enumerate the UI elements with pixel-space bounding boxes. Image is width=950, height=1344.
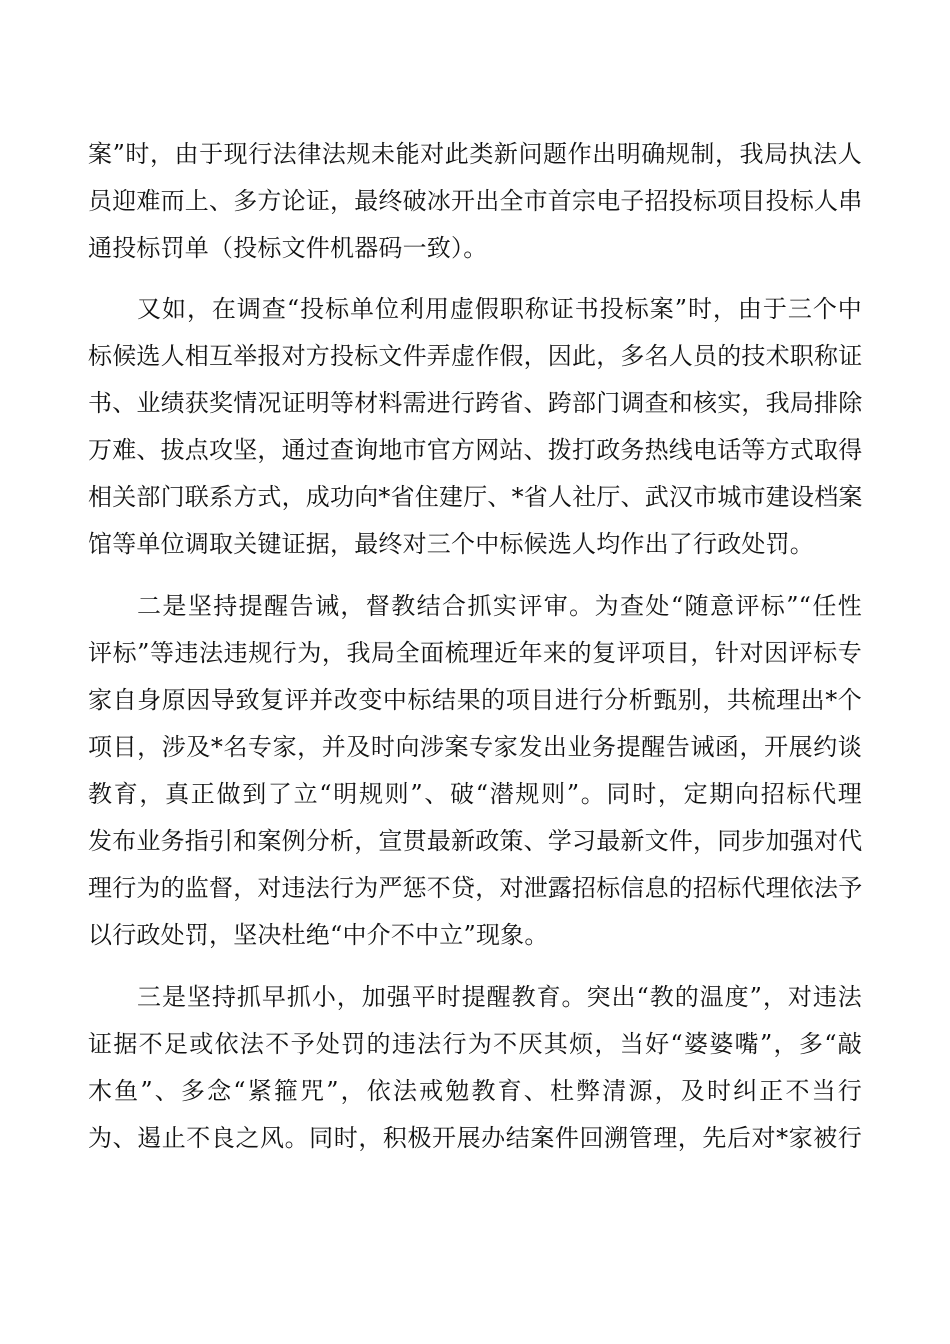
text-line: 相关部门联系方式，成功向*省住建厅、*省人社厅、武汉市城市建设档案 bbox=[88, 483, 863, 511]
text-line: 标候选人相互举报对方投标文件弄虚作假，因此，多名人员的技术职称证 bbox=[88, 342, 863, 370]
text-line: 馆等单位调取关键证据，最终对三个中标候选人均作出了行政处罚。 bbox=[88, 530, 814, 558]
text-line: 木鱼”、多念“紧箍咒”，依法戒勉教育、杜弊清源，及时纠正不当行 bbox=[88, 1077, 862, 1105]
paragraph-start-line: 三是坚持抓早抓小，加强平时提醒教育。突出“教的温度”，对违法 bbox=[137, 983, 862, 1011]
text-line: 发布业务指引和案例分析，宣贯最新政策、学习最新文件，同步加强对代 bbox=[88, 827, 863, 855]
text-line: 书、业绩获奖情况证明等材料需进行跨省、跨部门调查和核实，我局排除 bbox=[88, 389, 863, 417]
text-line: 证据不足或依法不予处罚的违法行为不厌其烦，当好“婆婆嘴”，多“敲 bbox=[88, 1030, 862, 1058]
text-line: 评标”等违法违规行为，我局全面梳理近年来的复评项目，针对因评标专 bbox=[88, 639, 862, 667]
text-line: 万难、拔点攻坚，通过查询地市官方网站、拨打政务热线电话等方式取得 bbox=[88, 436, 863, 464]
text-line: 项目，涉及*名专家，并及时向涉案专家发出业务提醒告诫函，开展约谈 bbox=[88, 733, 862, 761]
text-line: 员迎难而上、多方论证，最终破冰开出全市首宗电子招投标项目投标人串 bbox=[88, 187, 863, 215]
paragraph-start-line: 又如，在调查“投标单位利用虚假职称证书投标案”时，由于三个中 bbox=[137, 295, 862, 323]
text-line: 以行政处罚，坚决杜绝“中介不中立”现象。 bbox=[88, 921, 549, 949]
text-line: 教育，真正做到了立“明规则”、破“潜规则”。同时，定期向招标代理 bbox=[88, 780, 862, 808]
text-line: 案”时，由于现行法律法规未能对此类新问题作出明确规制，我局执法人 bbox=[88, 140, 862, 168]
text-line: 为、遏止不良之风。同时，积极开展办结案件回溯管理，先后对*家被行 bbox=[88, 1124, 862, 1152]
text-line: 通投标罚单（投标文件机器码一致）。 bbox=[88, 234, 488, 262]
text-line: 理行为的监督，对违法行为严惩不贷，对泄露招标信息的招标代理依法予 bbox=[88, 874, 863, 902]
paragraph-start-line: 二是坚持提醒告诫，督教结合抓实评审。为查处“随意评标”“任性 bbox=[137, 592, 862, 620]
text-line: 家自身原因导致复评并改变中标结果的项目进行分析甄别，共梳理出*个 bbox=[88, 686, 862, 714]
